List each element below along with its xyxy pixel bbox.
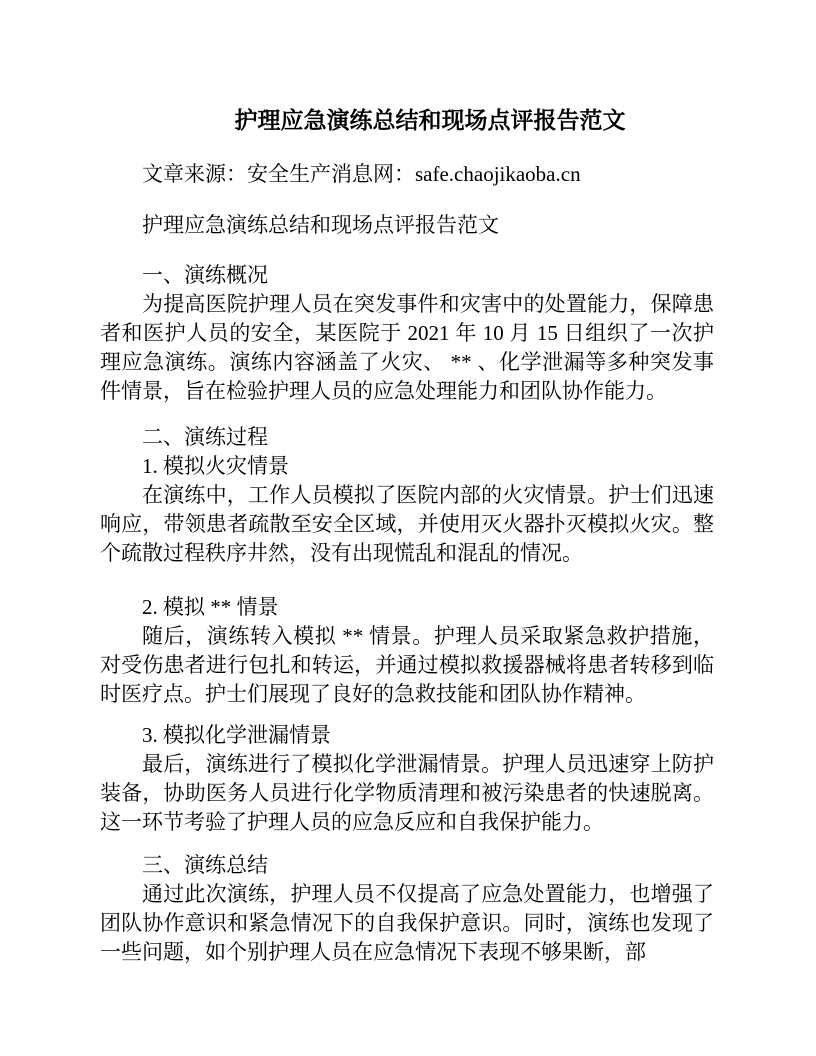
document-subtitle: 护理应急演练总结和现场点评报告范文 — [142, 213, 499, 237]
subsection-heading-chemical: 3. 模拟化学泄漏情景 — [142, 723, 331, 747]
paragraph-chemical-drill: 最后，演练进行了模拟化学泄漏情景。护理人员迅速穿上防护装备，协助医务人员进行化学物质清理和被污染患者的快速脱离。这一环节考验了护理人员的应急反应和自我保护能力。 — [100, 752, 714, 834]
subsection-heading-fire: 1. 模拟火灾情景 — [142, 454, 289, 478]
section-heading-process: 二、演练过程 — [142, 425, 268, 449]
paragraph-redacted-drill: 随后，演练转入模拟 ** 情景。护理人员采取紧急救护措施，对受伤患者进行包扎和转运，并通过模拟救援器械将患者转移到临时医疗点。护士们展现了良好的急救技能和团队协作精神。 — [100, 624, 714, 706]
section-heading-overview: 一、演练概况 — [142, 263, 268, 287]
source-line: 文章来源：安全生产消息网：safe.chaojikaoba.cn — [142, 162, 581, 186]
subsection-heading-redacted: 2. 模拟 ** 情景 — [142, 595, 279, 619]
paragraph-summary: 通过此次演练，护理人员不仅提高了应急处置能力，也增强了团队协作意识和紧急情况下的自我保护意识。同时，演练也发现了一些问题，如个别护理人员在应急情况下表现不够果断，部 — [100, 882, 714, 964]
section-heading-summary: 三、演练总结 — [142, 853, 268, 877]
document-title: 护理应急演练总结和现场点评报告范文 — [234, 108, 626, 133]
paragraph-fire-drill: 在演练中，工作人员模拟了医院内部的火灾情景。护士们迅速响应，带领患者疏散至安全区域，并使用灭火器扑灭模拟火灾。整个疏散过程秩序井然，没有出现慌乱和混乱的情况。 — [100, 483, 714, 565]
paragraph-overview: 为提高医院护理人员在突发事件和灾害中的处置能力，保障患者和医护人员的安全，某医院于 2021 年 10 月 15 日组织了一次护理应急演练。演练内容涵盖了火灾、 ** 、化学泄漏等多种突发事件情景，旨在检验护理人员的应急处理能力和团队协作能力。 — [100, 292, 714, 403]
